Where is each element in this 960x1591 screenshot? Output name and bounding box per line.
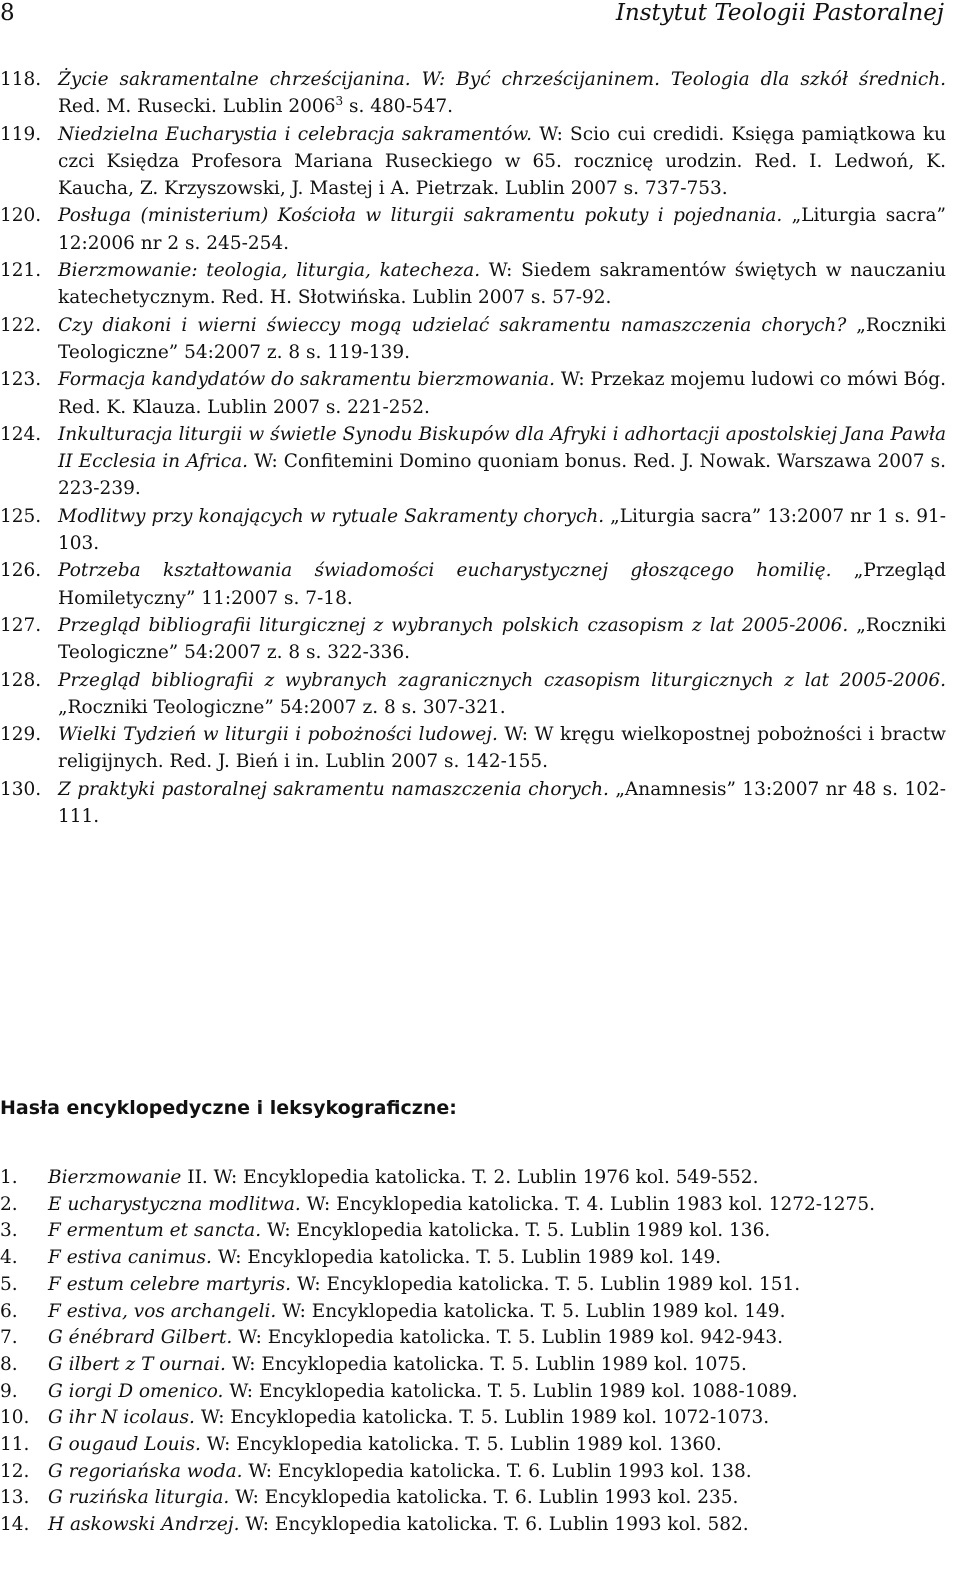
entry-details: W: Encyklopedia katolicka. T. 5. Lublin 1989 kol. 942-943. [232,1327,784,1349]
edition-superscript: 3 [335,94,344,109]
entry-text [58,202,946,257]
entry-details: W: Siedem sakramentów świętych w nauczaniu katechetycznym. Red. H. Słotwińska. Lublin 2007 s. 57-92. [58,260,946,309]
entry-details: Red. M. Rusecki. Lublin 2006 [58,96,336,118]
list-item [0,1218,946,1245]
entry-title: F estiva canimus. [48,1247,212,1269]
entry-number: 125. [0,505,42,527]
list-item [0,66,946,121]
entry-text [58,557,946,612]
entry-number: 121. [0,260,42,282]
entry-title: Przegląd bibliografii z wybranych zagranicznych czasopism liturgicznych z lat 2005-2006. [58,669,946,691]
entry-title: F estiva, vos archangeli. [48,1300,277,1322]
list-item [0,366,946,421]
entry-details: W: Scio cui credidi. Księga pamiątkowa ku czci Księdza Profesora Mariana Ruseckiego w 65. rocznicę urodzin. Red. I. Ledwoń, K. Kaucha, Z. Krzyszowski, J. Mastej i A. Pietrzak. Lublin 2007 s. 737-753. [58,123,946,200]
entry-details: II. W: Encyklopedia katolicka. T. 2. Lublin 1976 kol. 549-552. [181,1167,759,1188]
entry-number: 8. [0,1353,18,1375]
entry-title: Wielki Tydzień w liturgii i pobożności ludowej. [58,724,498,746]
list-item [0,612,946,667]
entry-number: 130. [0,778,42,800]
entry-number: 12. [0,1460,30,1482]
entry-details: W: Encyklopedia katolicka. T. 5. Lublin 1989 kol. 149. [276,1300,786,1322]
list-item [0,503,946,558]
entry-number: 124. [0,423,42,445]
entry-number: 119. [0,123,42,145]
entry-details: W: Encyklopedia katolicka. T. 5. Lublin 1989 kol. 151. [291,1273,801,1295]
entry-number: 126. [0,560,42,582]
entry-number: 5. [0,1273,18,1295]
list-item [0,1432,946,1459]
entry-number: 13. [0,1487,30,1509]
entry-details: W: Encyklopedia katolicka. T. 5. Lublin 1989 kol. 149. [211,1247,722,1269]
list-item [0,202,946,257]
entry-details: W: Encyklopedia katolicka. T. 6. Lublin 1993 kol. 138. [242,1460,752,1482]
list-item [0,1405,946,1432]
entry-title: Inkulturacja liturgii w świetle Synodu Biskupów dla Afryki i adhortacji apostolskiej Jana Pawła II Ecclesia in Africa. [58,423,946,473]
entry-pages: s. 480-547. [343,96,454,118]
entry-text [48,1218,946,1245]
list-item [0,1165,946,1192]
entry-text [58,66,946,121]
entry-text [48,1459,946,1486]
entry-details: W: Encyklopedia katolicka. T. 6. Lublin 1993 kol. 582. [239,1514,749,1536]
entry-details: W: Encyklopedia katolicka. T. 5. Lublin 1989 kol. 1088-1089. [223,1380,798,1402]
entry-text [58,721,946,776]
bibliography-list [0,66,946,830]
entry-text [48,1245,946,1272]
entry-details: „Roczniki Teologiczne” 54:2007 z. 8 s. 119-139. [58,314,946,363]
entry-number: 9. [0,1380,18,1402]
entry-number: 10. [0,1407,30,1429]
entry-text [48,1272,946,1299]
entry-title: H askowski Andrzej. [48,1514,240,1536]
entry-title: G ilbert z T ournai. [48,1353,226,1375]
list-item [0,1352,946,1379]
entry-text [48,1299,946,1326]
entry-details: W: Przekaz mojemu ludowi co mówi Bóg. Red. K. Klauza. Lublin 2007 s. 221-252. [58,369,946,418]
list-item [0,1299,946,1326]
entry-details: W: Encyklopedia katolicka. T. 5. Lublin 1989 kol. 1075. [225,1353,747,1375]
entry-number: 127. [0,614,42,636]
entry-title: Posługa (ministerium) Kościoła w liturgii sakramentu pokuty i pojednania. [58,205,783,227]
entry-title: G ougaud Louis. [48,1434,201,1456]
entry-text [58,612,946,667]
entry-text [58,421,946,503]
entry-number: 129. [0,724,42,746]
entry-number: 128. [0,669,42,691]
entry-number: 3. [0,1220,18,1242]
entry-number: 123. [0,369,42,391]
entry-details: W: Encyklopedia katolicka. T. 5. Lublin 1989 kol. 1360. [200,1434,722,1456]
entry-details: W: Encyklopedia katolicka. T. 6. Lublin 1993 kol. 235. [229,1487,739,1509]
entry-text [48,1379,946,1406]
entry-number: 6. [0,1300,18,1322]
entry-details: „Roczniki Teologiczne” 54:2007 z. 8 s. 307-321. [58,696,506,718]
entry-text [48,1192,946,1219]
entry-title: Modlitwy przy konających w rytuale Sakramenty chorych. [58,505,605,527]
entry-number: 120. [0,205,42,227]
entry-text [58,312,946,367]
list-item [0,1272,946,1299]
entry-details: „Roczniki Teologiczne” 54:2007 z. 8 s. 322-336. [58,614,946,664]
list-item [0,667,946,722]
entry-text [48,1405,946,1432]
entry-text [58,667,946,722]
entry-text [58,257,946,312]
entry-title: G ihr N icolaus. [48,1407,195,1429]
running-title: Instytut Teologii Pastoralnej [615,0,944,26]
entry-title: Czy diakoni i wierni świeccy mogą udzielać sakramentu namaszczenia chorych? [58,314,847,336]
entry-text [48,1512,946,1539]
entry-details: „Liturgia sacra” 13:2007 nr 1 s. 91-103. [58,505,946,555]
entry-title: F estum celebre martyris. [48,1273,292,1295]
entry-number: 14. [0,1514,30,1536]
list-item [0,1325,946,1352]
list-item [0,1459,946,1486]
entry-details: W: Encyklopedia katolicka. T. 4. Lublin 1983 kol. 1272-1275. [300,1193,875,1215]
entry-text [48,1352,946,1379]
entry-number: 1. [0,1167,18,1188]
entry-title: E ucharystyczna modlitwa. [48,1193,301,1215]
entry-title: Potrzeba kształtowania świadomości eucharystycznej głoszącego homilię. [58,560,832,582]
list-item [0,557,946,612]
entry-number: 4. [0,1247,18,1269]
list-item [0,257,946,312]
entry-title: G regoriańska woda. [48,1460,243,1482]
entry-title: Niedzielna Eucharystia i celebracja sakramentów. [58,123,533,145]
entry-title: Z praktyki pastoralnej sakramentu namaszczenia chorych. [58,778,609,800]
entry-title: F ermentum et sancta. [48,1220,262,1242]
entry-details: W: Encyklopedia katolicka. T. 5. Lublin 1989 kol. 1072-1073. [194,1407,770,1429]
entry-title: G iorgi D omenico. [48,1380,224,1402]
list-item [0,776,946,831]
page-header [0,0,960,40]
entry-title: G énébrard Gilbert. [48,1327,233,1349]
entry-title: Bierzmowanie [48,1167,182,1188]
entry-title: Życie sakramentalne chrześcijanina. W: Być chrześcijaninem. Teologia dla szkół średnich. [58,69,946,90]
entry-number: 118. [0,69,42,90]
entry-details: „Liturgia sacra” 12:2006 nr 2 s. 245-254. [58,205,946,254]
entry-details: W: Encyklopedia katolicka. T. 5. Lublin 1989 kol. 136. [261,1220,771,1242]
list-item [0,121,946,203]
entry-details: „Przegląd Homiletyczny” 11:2007 s. 7-18. [58,560,946,609]
entry-text [58,776,946,831]
page-number: 8 [0,0,15,26]
section-heading: Hasła encyklopedyczne i leksykograficzne: [0,1097,457,1119]
list-item [0,1485,946,1512]
entry-title: G ruzińska liturgia. [48,1487,230,1509]
entry-text [48,1325,946,1352]
list-item [0,421,946,503]
entry-number: 11. [0,1434,30,1456]
encyclopedia-list [0,1165,946,1539]
entry-text [48,1432,946,1459]
entry-text [58,366,946,421]
entry-number: 122. [0,314,42,336]
entry-text [48,1165,946,1192]
entry-title: Przegląd bibliografii liturgicznej z wybranych polskich czasopism z lat 2005-2006. [58,614,849,636]
list-item [0,1245,946,1272]
entry-number: 2. [0,1193,18,1215]
list-item [0,312,946,367]
entry-title: Bierzmowanie: teologia, liturgia, katecheza. [58,260,481,282]
entry-text [58,121,946,203]
entry-title: Formacja kandydatów do sakramentu bierzmowania. [58,369,555,391]
entry-text [48,1485,946,1512]
list-item [0,1192,946,1219]
entry-details: W: Confitemini Domino quoniam bonus. Red. J. Nowak. Warszawa 2007 s. 223-239. [58,451,946,500]
entry-details: W: W kręgu wielkopostnej pobożności i bractw religijnych. Red. J. Bień i in. Lublin 2007 s. 142-155. [58,724,946,773]
list-item [0,1512,946,1539]
entry-number: 7. [0,1327,18,1349]
list-item [0,721,946,776]
entry-text [58,503,946,558]
entry-details: „Anamnesis” 13:2007 nr 48 s. 102-111. [58,778,946,828]
list-item [0,1379,946,1406]
